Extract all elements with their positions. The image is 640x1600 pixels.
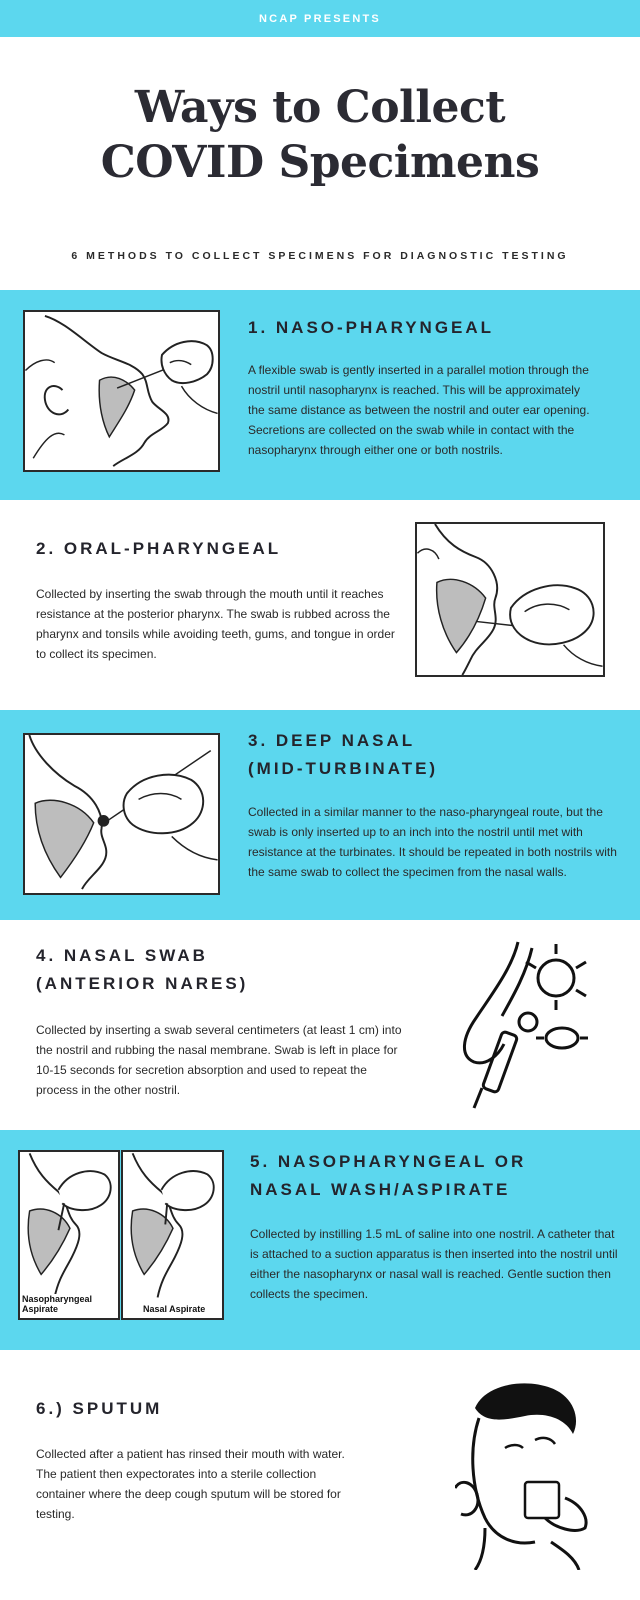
method-1-heading: 1. NASO-PHARYNGEAL (248, 318, 495, 337)
method-5-heading: 5. NASOPHARYNGEAL OR NASAL WASH/ASPIRATE (250, 1152, 527, 1199)
naso-pharyngeal-illustration (23, 310, 220, 472)
section-deep-nasal (0, 710, 640, 920)
method-4-heading: 4. NASAL SWAB (ANTERIOR NARES) (36, 946, 249, 993)
method-2-heading: 2. ORAL-PHARYNGEAL (36, 539, 282, 558)
method-6-heading: 6.) SPUTUM (36, 1399, 163, 1418)
method-2-text: Collected by inserting the swab through the mouth until it reaches resistance at the posterior pharynx. The swab is rubbed across the pharynx and tonsils while avoiding teeth, gums, and tongue in order to collect its specimen. (36, 587, 395, 661)
title-line-1: Ways to Collect (134, 82, 506, 133)
title-line-2: COVID Specimens (100, 137, 540, 188)
section-oral-pharyngeal (0, 500, 640, 710)
caption-nasopharyngeal-aspirate: Nasopharyngeal Aspirate (22, 1294, 118, 1314)
nasopharyngeal-aspirate-illustration (18, 1150, 120, 1320)
page-title (0, 80, 640, 190)
sputum-illustration (455, 1378, 590, 1570)
method-6-text: Collected after a patient has rinsed their mouth with water. The patient then expectorates into a sterile collection container where the deep cough sputum will be stored for testing. (36, 1447, 345, 1521)
top-banner (0, 0, 640, 37)
nasal-aspirate-illustration (121, 1150, 224, 1320)
aspirate-drawing-2 (123, 1152, 222, 1318)
oral-pharyngeal-illustration (415, 522, 605, 677)
method-4-text: Collected by inserting a swab several centimeters (at least 1 cm) into the nostril and rubbing the nasal membrane. Swab is left in place for 10-15 seconds for secretion absorption and used to repeat the process in the other nostril. (36, 1023, 402, 1097)
method-3-heading: 3. DEEP NASAL (MID-TURBINATE) (248, 731, 439, 778)
section-sputum (0, 1350, 640, 1600)
nostril-swab-drawing (25, 735, 218, 893)
presenter-label: NCAP PRESENTS (259, 12, 381, 25)
section-wash-aspirate (0, 1130, 640, 1350)
caption-nasal-aspirate: Nasal Aspirate (143, 1304, 206, 1314)
deep-nasal-illustration (23, 733, 220, 895)
profile-swab-drawing (25, 312, 218, 470)
mouth-swab-drawing (417, 524, 603, 675)
sputum-drawing (455, 1378, 590, 1570)
page-subtitle: 6 METHODS TO COLLECT SPECIMENS FOR DIAGNOSTIC TESTING (71, 250, 569, 262)
section-naso-pharyngeal (0, 290, 640, 500)
method-3-text: Collected in a similar manner to the naso-pharyngeal route, but the swab is only inserted up to an inch into the nostril until met with resistance at the turbinates. It should be repeated in both nostrils with the same swab to collect the specimen from the nasal walls. (248, 805, 617, 879)
section-nasal-swab (0, 920, 640, 1130)
method-1-text: A flexible swab is gently inserted in a parallel motion through the nostril until nasopharynx is reached. This will be approximately the same distance as between the nostril and outer ear opening. Secretions are collected on the swab while in contact with the nasopharynx through either one or both nostrils. (248, 363, 590, 457)
method-5-text: Collected by instilling 1.5 mL of saline into one nostril. A catheter that is attached to a suction apparatus is then inserted into the nostril until either the nasopharynx or nasal wall is reached. Gentle suction then collects the specimen. (250, 1227, 618, 1301)
nose-virus-icon (452, 938, 592, 1113)
nasal-swab-icon (452, 938, 592, 1113)
